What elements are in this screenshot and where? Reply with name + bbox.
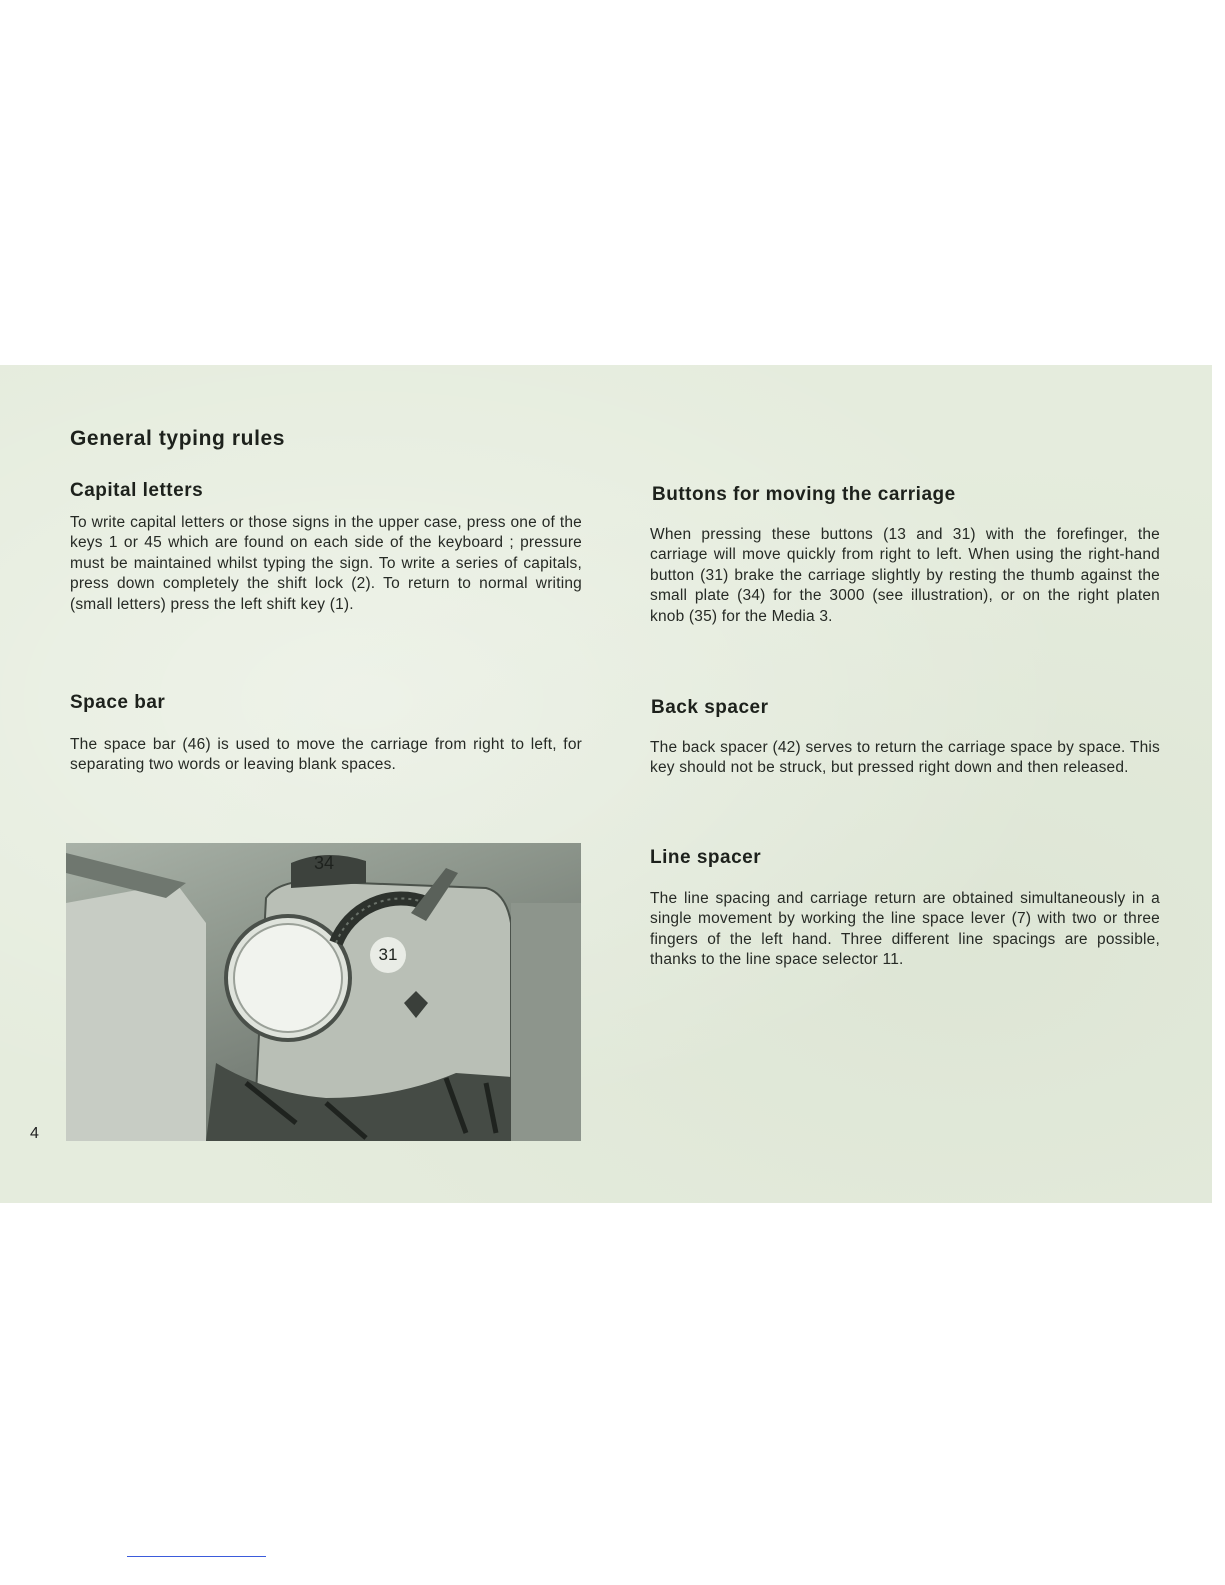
page-number: 4 <box>30 1125 39 1142</box>
paper-rail <box>66 853 186 898</box>
text-back-spacer: The back spacer (42) serves to return the carriage space by space. This key should not be struck, but pressed right down and then released. <box>650 739 1160 777</box>
heading-capital-letters: Capital letters <box>70 480 204 501</box>
typewriter-illustration <box>66 843 581 1141</box>
text-capital-letters: To write capital letters or those signs in the upper case, press one of the keys 1 or 45 which are found on each side of the keyboard ; pressure must be maintained whilst typing the sign. To write a series of capitals, press down completely the shift lock (2). To return to normal writing (small letters) press the left shift key (1). <box>70 514 582 613</box>
heading-buttons-carriage: Buttons for moving the carriage <box>652 484 956 505</box>
page-title: General typing rules <box>70 427 286 450</box>
heading-line-spacer: Line spacer <box>650 847 762 868</box>
platen-knob-face <box>234 924 342 1032</box>
link-underline[interactable] <box>127 1556 266 1557</box>
text-buttons-carriage: When pressing these buttons (13 and 31) with the forefinger, the carriage will move quickly from right to left. When using the right-hand button (31) brake the carriage slightly by resting the thumb against the small plate (34) for the 3000 (see illustration), or on the right platen knob (35) for the Media 3. <box>650 526 1160 625</box>
text-line-spacer: The line spacing and carriage return are obtained simultaneously in a single movement by working the line space lever (7) with two or three fingers of the left hand. Three different line spacings are possible, thanks to the line space selector 11. <box>650 890 1160 969</box>
text-space-bar: The space bar (46) is used to move the carriage from right to left, for separating two words or leaving blank spaces. <box>70 736 582 774</box>
heading-space-bar: Space bar <box>70 692 166 713</box>
photo-label-34: 34 <box>314 853 335 873</box>
typewriter-carriage-photo <box>66 843 581 1141</box>
heading-back-spacer: Back spacer <box>651 697 769 718</box>
background-right <box>511 903 581 1141</box>
manual-page <box>0 365 1212 1203</box>
typewriter-body-panel <box>66 883 206 1141</box>
photo-label-31: 31 <box>370 937 406 973</box>
